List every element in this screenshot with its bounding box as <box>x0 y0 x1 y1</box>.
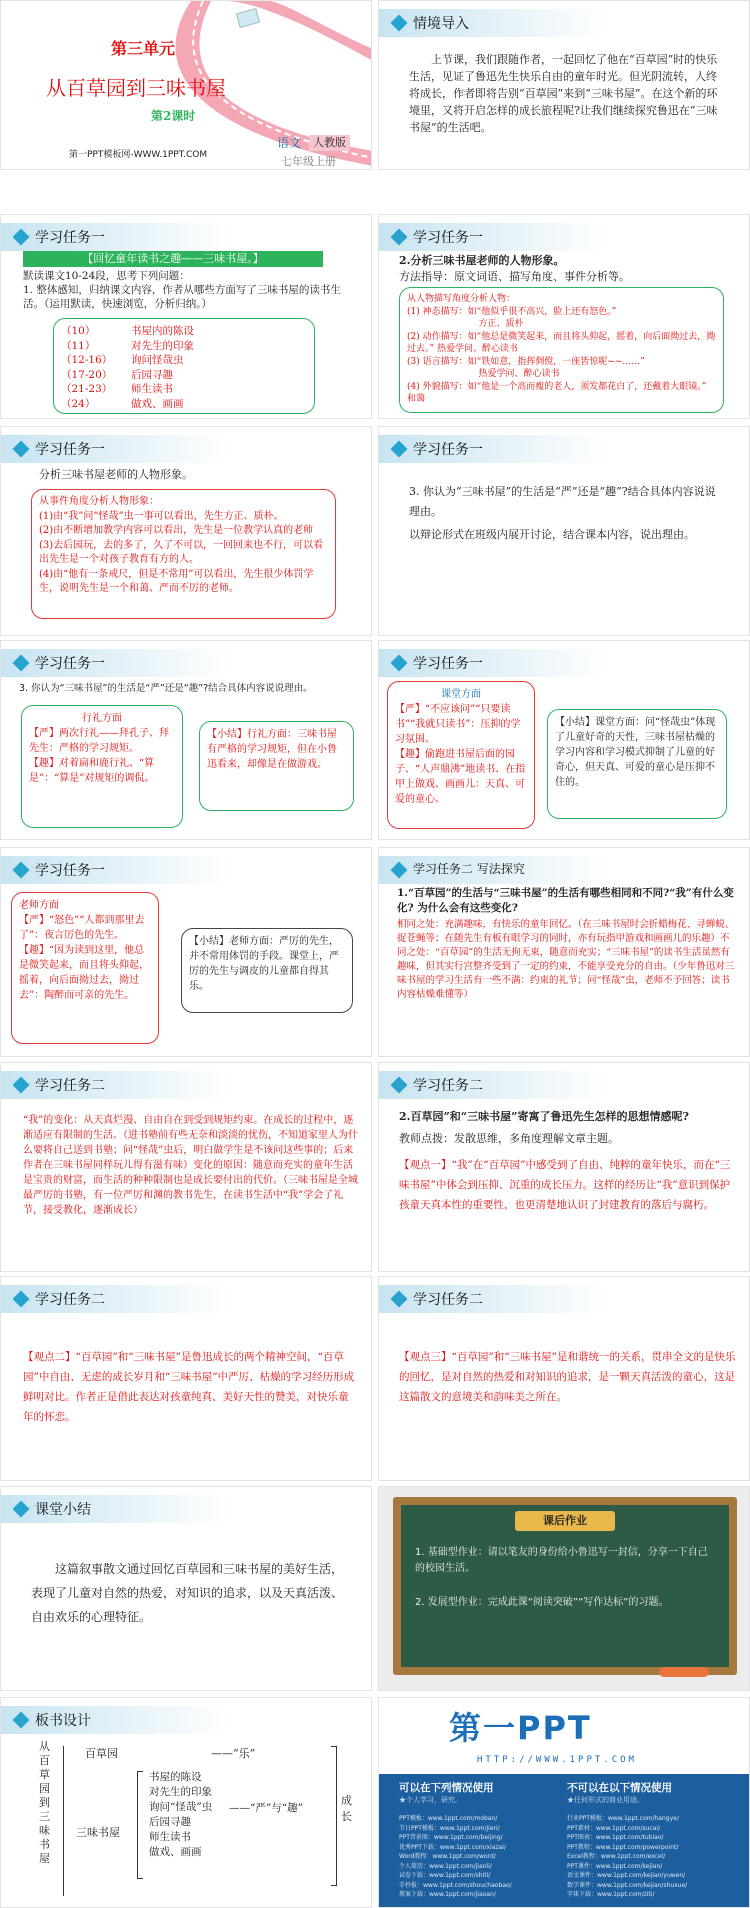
slide-heading: 学习任务二 写法探究 <box>413 862 525 876</box>
slide-task1-f <box>378 640 750 840</box>
viewpoint-3: 【观点三】“百草园”和“三味书屋”是和谐统一的关系，贯串全文的是快乐的回忆，是对自然的热爱和对知识的追求，是一颗天真活泼的童心，这是这篇散文的意境美和韵味美之所在。 <box>399 1351 736 1403</box>
homework-item-2: 2. 发展型作业：完成此课“阅读突破”“写作达标”的习题。 <box>415 1597 669 1608</box>
teacher-tip: 教师点拨：发散思维，多角度理解文章主题。 <box>399 1132 619 1145</box>
link[interactable]: 节日PPT模板：www.1ppt.com/jieri/ <box>399 1824 500 1832</box>
cannot-use-desc: ★任何形式的商业用途。 <box>567 1796 644 1804</box>
question-2: 2.百草园”和“三味书屋”寄寓了鲁迅先生怎样的思想情感呢? <box>399 1110 689 1123</box>
can-use-desc: ★个人学习，研究。 <box>399 1796 462 1804</box>
homework-title: 课后作业 <box>515 1511 615 1531</box>
slide-heading: 学习任务一 <box>35 230 105 246</box>
link[interactable]: Excel教程：www.1ppt.com/excel/ <box>567 1853 666 1860</box>
slide-summary <box>0 1486 372 1691</box>
subject-label: 语文 <box>277 136 302 150</box>
link[interactable]: 优秀PPT下载：www.1ppt.com/xiazai/ <box>399 1843 506 1851</box>
link[interactable]: PPT教程：www.1ppt.com/powerpoint/ <box>567 1843 679 1851</box>
slide-task2-b <box>0 1062 372 1272</box>
question-3: 3. 你认为“三味书屋”的生活是“严”还是“趣”?结合具体内容说说理由。 <box>409 485 716 518</box>
question-2: 2.分析三味书屋老师的人物形象。 <box>399 254 565 267</box>
slide-intro <box>378 0 750 170</box>
slide-heading: 情境导入 <box>413 16 469 32</box>
link[interactable]: 字体下载：www.1ppt.com/ziti/ <box>567 1891 655 1898</box>
event-analysis-box: 从事件角度分析人物形象： (1)由“我”问“怪哉”虫一事可以看出，先生方正、质朴。 (2)由不断增加教学内容可以看出，先生是一位教学认真的老师 (3)去后园玩，去的多了，久了不可以，一回回来也不行，可以看出先生是一个对孩子教育有方的人。 (4)由“他有一条戒尺，但是不常用”可以看出，先生很少体罚学生，说明先生是一个和蔼、严而不厉的老师。 <box>31 489 336 619</box>
link[interactable]: 个人简历：www.1ppt.com/jianli/ <box>399 1862 492 1870</box>
viewpoint-2: 【观点二】“百草园”和“三味书屋”是鲁迅成长的两个精神空间，“百草园”中自由、无虑的成长岁月和“三味书屋”中严厉、枯燥的学习经历形成鲜明对比。作者正是借此表达对孩童纯真、美好天性的赞美，对快乐童年的怀恋。 <box>23 1351 355 1423</box>
link[interactable]: PPT模板：www.1ppt.com/moban/ <box>399 1815 498 1822</box>
can-use-title: 可以在下列情况使用 <box>399 1782 494 1794</box>
node-sanweishuwu: 三味书屋 <box>76 1826 120 1839</box>
question-1: 1.“百草园”的生活与“三味书屋”的生活有哪些相同和不同?“我”有什么变化? 为什么会有这些变化? <box>397 887 734 914</box>
viewpoint-1: 【观点一】“我”在“百草园”中感受到了自由、纯粹的童年快乐，而在“三味书屋”中体会到压抑、沉重的成长压力。这样的经历让“我”意识到保护孩童天真本性的重要性，也更清楚地认识了封建教育的落后与腐朽。 <box>399 1159 731 1211</box>
link[interactable]: PPT背景图：www.1ppt.com/beijing/ <box>399 1834 503 1841</box>
link[interactable]: PPT图表：www.1ppt.com/tubiao/ <box>567 1834 664 1841</box>
link[interactable]: 教案下载：www.1ppt.com/jiaoan/ <box>399 1891 496 1898</box>
site-label: 第一PPT模板网-WWW.1PPT.COM <box>69 150 208 160</box>
slide-task2-d <box>0 1276 372 1481</box>
slide-heading: 学习任务二 <box>413 1292 483 1308</box>
change-analysis: “我”的变化：从天真烂漫、自由自在到受到规矩约束。在成长的过程中，逐渐适应有限制的生活。（进书塾前有些无奈和淡淡的忧伤，不知道家里人为什么要将自己送到书塾；问“怪哉”虫后，明白做学生是不该问这些事的；后来作者在三味书屋同样玩儿得有滋有味）变化的原因：随意而充实的童年生活是宝贵的财富，而生活的种种限制也是成长要付出的代价。（三味书屋是全城最严厉的书塾，有一位严厉和渊的教书先生，在读书生活中“我”学会了礼节，接受教化，逐渐成长） <box>23 1115 358 1216</box>
vertical-title: 从百草园到三味书屋 <box>39 1740 50 1865</box>
slide-heading: 学习任务二 <box>35 1078 105 1094</box>
slide-heading: 学习任务二 <box>413 1078 483 1094</box>
summary-box: 【小结】课堂方面：问“怪哉虫”体现了儿童好奇的天性，三味书屋枯燥的学习内容和学习模式抑制了儿童的好奇心，但天真、可爱的童心是压抑不住的。 <box>547 709 727 819</box>
slide-task1-c <box>0 426 372 636</box>
slide-heading: 学习任务一 <box>35 656 105 672</box>
content-outline: （10） 书屋内的陈设 （11） 对先生的印象 （12-16） 询问怪哉虫 （17-20） 后园寻趣 （21-23） 师生读书 （24） 做戏、画画 <box>53 318 315 414</box>
intro-paragraph: 上节课，我们跟随作者，一起回忆了他在“百草园”时的快乐生活，见证了鲁迅先生快乐自由的童年时光。但光阴流转，人终将成长，作者即将告别“百草园”来到“三味书屋”。在这个新的环境里，又将开启怎样的成长旅程呢?让我们继续探究鲁迅在“三味书屋”的生活吧。 <box>409 53 718 134</box>
question-1: 1. 整体感知，归纳课文内容，作者从哪些方面写了三味书屋的读书生活。（运用默读，快速浏览，分析归纳。） <box>23 284 341 310</box>
summary-box: 【小结】行礼方面：三味书屋有严格的学习规矩，但在小鲁迅看来，却像是在做游戏。 <box>199 721 354 811</box>
slide-heading: 学习任务一 <box>413 656 483 672</box>
link[interactable]: 手抄报：www.1ppt.com/shouchaobao/ <box>399 1881 512 1889</box>
slide-task1-d <box>378 426 750 636</box>
link-list-left <box>399 1814 559 1900</box>
prompt: 分析三味书屋老师的人物形象。 <box>39 468 193 481</box>
slide-task1-b <box>378 214 750 419</box>
unit-label: 第三单元 <box>111 39 176 58</box>
summary-text: 这篇叙事散文通过回忆百草园和三味书屋的美好生活，表现了儿童对自然的热爱，对知识的追求，以及天真活泼、自由欢乐的心理特征。 <box>31 1562 344 1624</box>
slide-task1-e <box>0 640 372 840</box>
summary-box: 【小结】老师方面：严厉的先生，并不常用体罚的手段。课堂上，严厉的先生与调皮的儿童都自得其乐。 <box>181 928 353 1013</box>
slide-title <box>0 0 372 170</box>
link[interactable]: Word教程：www.1ppt.com/word/ <box>399 1853 496 1860</box>
slide-heading: 课堂小结 <box>35 1502 91 1518</box>
slide-task2-e <box>378 1276 750 1481</box>
grade-label: 七年级上册 <box>281 155 336 168</box>
slide-board-design <box>0 1697 372 1908</box>
link[interactable]: 试卷下载：www.1ppt.com/shiti/ <box>399 1872 491 1879</box>
slide-title-text: 从百草园到三味书屋 <box>46 76 226 100</box>
link-list-right <box>567 1814 742 1900</box>
method-guide: 方法指导：原文词语、描写角度、事件分析等。 <box>399 270 630 283</box>
theme-yan-qu: ——“严”与“趣” <box>229 1802 303 1814</box>
slide-heading: 板书设计 <box>35 1713 91 1729</box>
theme-le: ——“乐” <box>211 1747 256 1760</box>
banner: 【回忆童年读书之趣——三味书屋。】 <box>23 251 323 267</box>
slide-heading: 学习任务一 <box>413 442 483 458</box>
logo: 第一PPT <box>449 1709 592 1747</box>
slide-task1-a <box>0 214 372 419</box>
answer: 相同之处：充满趣味，有快乐的童年回忆。（在三味书屋时会折蜡梅花、寻蝉蜕、捉苍蝇等；在随先生有板有眼学习的同时，亦有玩指甲游戏和画画儿的乐趣）不同之处：“百草园”的生活无拘无束，随意而充实；“三味书屋”的读书生活虽然有趣味，但其实行宫整齐受到了一定的约束，不能享受充分的自由。（少年鲁迅对三味书屋的学习生活有一些不满：约束的礼节；问“怪哉”虫，老师不予回答；读书内容枯燥难懂等） <box>397 919 735 1000</box>
slide-heading: 学习任务二 <box>35 1292 105 1308</box>
link[interactable]: PPT素材：www.1ppt.com/sucai/ <box>567 1824 661 1832</box>
classroom-box: 课堂方面 【严】“不应该问”“只要读书”“我就只读书”：压抑的学习氛围。 【趣】偷跑进书屋后面的园子、“人声鼎沸”地读书、在指甲上做戏、画画儿：天真、可爱的童心。 <box>387 681 535 829</box>
board-items: 书屋的陈设 对先生的印象 询问“怪哉”虫 后园寻趣 师生读书 做戏、画画 <box>149 1771 213 1858</box>
homework-item-1: 1. 基础型作业：请以笔友的身份给小鲁迅写一封信，分享一下自己的校园生活。 <box>415 1547 708 1574</box>
node-baicaoyuan: 百草园 <box>85 1747 118 1760</box>
debate-instruction: 以辩论形式在班级内展开讨论，结合课本内容，说出理由。 <box>409 528 695 541</box>
prompt: 默读课文10-24段，思考下列问题： <box>23 270 190 282</box>
eraser-icon <box>659 1667 709 1677</box>
growth-label: 成长 <box>341 1794 352 1823</box>
slide-copyright <box>378 1697 750 1908</box>
link[interactable]: 语文课件：www.1ppt.com/kejian/yuwen/ <box>567 1872 686 1879</box>
link[interactable]: 数学课件：www.1ppt.com/kejian/shuxue/ <box>567 1881 688 1889</box>
slide-task2-a <box>378 847 750 1057</box>
lesson-label: 第2课时 <box>151 109 196 123</box>
slide-heading: 学习任务一 <box>35 442 105 458</box>
logo-url: HTTP://WWW.1PPT.COM <box>477 1755 637 1765</box>
slide-task2-c <box>378 1062 750 1272</box>
link[interactable]: PPT课件：www.1ppt.com/kejian/ <box>567 1862 663 1870</box>
link[interactable]: 行业PPT模板：www.1ppt.com/hangye/ <box>567 1815 679 1822</box>
cannot-use-title: 不可以在以下情况使用 <box>567 1782 672 1794</box>
slide-homework <box>378 1486 750 1691</box>
slide-heading: 学习任务一 <box>413 230 483 246</box>
question-3: 3. 你认为“三味书屋”的生活是“严”还是“趣”?结合具体内容说说理由。 <box>19 683 313 694</box>
ritual-box: 行礼方面 【严】两次行礼——拜孔子、拜先生：严格的学习规矩。 【趣】对着扁和鹿行礼、“算是”：“算是”对规矩的调侃。 <box>21 705 183 828</box>
slide-task1-g <box>0 847 372 1057</box>
teacher-box: 老师方面 【严】“怒色”“人都到那里去了”：夜言厉色的先生。 【趣】“因为读到这里，他总是微笑起来，而且将头仰起，摇着，向后面拗过去，拗过去”：陶醉而可亲的先生。 <box>11 892 159 1044</box>
description-box: 从人物描写角度分析人物： (1) 神态描写：如“他似乎很不高兴，脸上还有怒色。” 方正、质朴 (2) 动作描写：如“他总是微笑起来，而且将头仰起，摇着，向后面拗过去，拗过去。” 热爱学问、醉心读书 (3) 语言描写：如“铁如意，指挥倜傥，一座皆惊呢~~……” 热爱学问、醉心读书 (4) 外貌描写：如“他是一个高而瘦的老人，须发都花白了，还戴着大眼镜。” 和蔼 <box>399 287 724 413</box>
slide-heading: 学习任务一 <box>35 863 105 879</box>
publisher-label: 人教版 <box>309 135 350 151</box>
